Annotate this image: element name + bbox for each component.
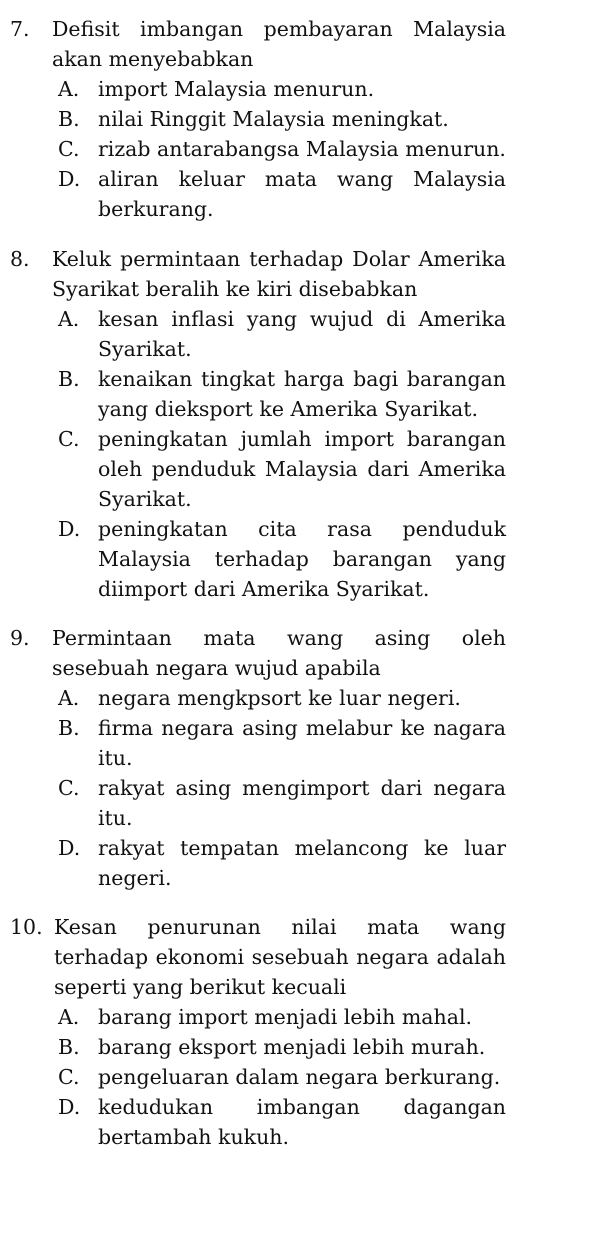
option-letter: D. [58, 836, 81, 860]
option-text: barang import menjadi lebih mahal. [98, 1005, 473, 1029]
option-b [58, 104, 506, 134]
option-text: peningkatan cita rasa penduduk Malaysia terhadap barangan yang diimport dari Amerika Syarikat. [98, 517, 506, 601]
option-letter: C. [58, 427, 80, 451]
option-a [58, 683, 506, 713]
question-9-header [10, 623, 506, 683]
option-text: rakyat asing mengimport dari negara itu. [98, 776, 506, 830]
option-c [58, 424, 506, 514]
question-stem: Kesan penurunan nilai mata wang terhadap ekonomi sesebuah negara adalah seperti yang berikut kecuali [54, 915, 506, 999]
question-number: 7. [10, 17, 30, 41]
option-letter: C. [58, 137, 80, 161]
option-a [58, 1002, 506, 1032]
option-text: kedudukan imbangan dagangan bertambah kukuh. [98, 1095, 506, 1149]
option-letter: C. [58, 1065, 80, 1089]
option-c [58, 1062, 506, 1092]
option-list [58, 683, 506, 893]
option-list [58, 1002, 506, 1152]
option-text: barang eksport menjadi lebih murah. [98, 1035, 486, 1059]
option-letter: B. [58, 107, 80, 131]
option-list [58, 74, 506, 224]
option-letter: C. [58, 776, 80, 800]
option-letter: D. [58, 167, 81, 191]
option-c [58, 134, 506, 164]
option-c [58, 773, 506, 833]
option-letter: D. [58, 517, 81, 541]
question-stem: Permintaan mata wang asing oleh sesebuah negara wujud apabila [52, 626, 506, 680]
option-letter: D. [58, 1095, 81, 1119]
question-8 [10, 244, 506, 604]
option-a [58, 74, 506, 104]
option-letter: B. [58, 367, 80, 391]
option-text: kesan inflasi yang wujud di Amerika Syarikat. [98, 307, 506, 361]
option-text: rakyat tempatan melancong ke luar negeri. [98, 836, 506, 890]
option-d [58, 1092, 506, 1152]
option-d [58, 164, 506, 224]
option-text: negara mengkpsort ke luar negeri. [98, 686, 461, 710]
question-stem: Defisit imbangan pembayaran Malaysia akan menyebabkan [52, 17, 506, 71]
option-text: rizab antarabangsa Malaysia menurun. [98, 137, 506, 161]
option-a [58, 304, 506, 364]
question-number: 8. [10, 247, 30, 271]
option-text: aliran keluar mata wang Malaysia berkurang. [98, 167, 506, 221]
question-8-header [10, 244, 506, 304]
question-7 [10, 14, 506, 224]
question-9 [10, 623, 506, 893]
option-b [58, 364, 506, 424]
option-d [58, 514, 506, 604]
option-text: import Malaysia menurun. [98, 77, 375, 101]
option-letter: B. [58, 1035, 80, 1059]
option-d [58, 833, 506, 893]
option-letter: A. [58, 77, 80, 101]
option-letter: A. [58, 686, 80, 710]
option-text: nilai Ringgit Malaysia meningkat. [98, 107, 449, 131]
option-list [58, 304, 506, 604]
option-text: pengeluaran dalam negara berkurang. [98, 1065, 501, 1089]
option-letter: A. [58, 307, 80, 331]
question-7-header [10, 14, 506, 74]
question-stem: Keluk permintaan terhadap Dolar Amerika Syarikat beralih ke kiri disebabkan [52, 247, 506, 301]
option-b [58, 1032, 506, 1062]
question-10 [10, 912, 506, 1152]
question-number: 10. [10, 915, 43, 939]
option-b [58, 713, 506, 773]
question-number: 9. [10, 626, 30, 650]
question-10-header [10, 912, 506, 1002]
option-text: peningkatan jumlah import barangan oleh penduduk Malaysia dari Amerika Syarikat. [98, 427, 506, 511]
option-text: firma negara asing melabur ke nagara itu. [98, 716, 506, 770]
option-text: kenaikan tingkat harga bagi barangan yang dieksport ke Amerika Syarikat. [98, 367, 506, 421]
option-letter: B. [58, 716, 80, 740]
option-letter: A. [58, 1005, 80, 1029]
